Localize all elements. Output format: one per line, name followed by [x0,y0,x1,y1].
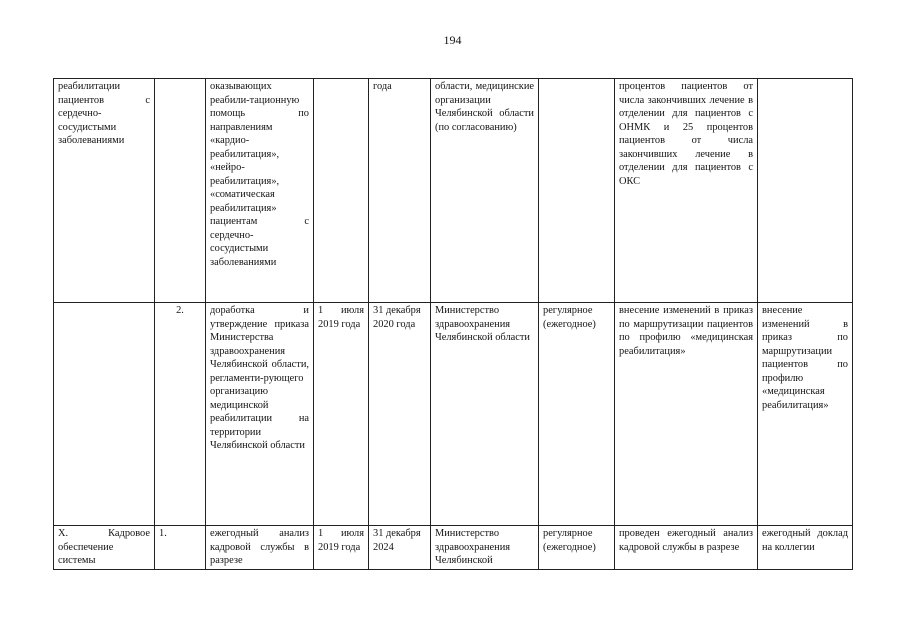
start-date-cell: 1 июля 2019 года [314,303,369,526]
control-cell [758,79,853,303]
end-date-cell: 31 декабря 2020 года [369,303,431,526]
section-cell [54,303,155,526]
section-cell: реабилитации пациентов с сердечно-сосудистыми заболеваниями [54,79,155,303]
table-row [54,303,853,526]
table-row [54,526,853,570]
type-cell [539,79,615,303]
responsible-cell: Министерство здравоохранения Челябинской области [431,303,539,526]
number-cell: 1. [155,526,206,570]
measures-table [53,78,853,570]
control-cell: внесение изменений в приказ по маршрутизации пациентов по профилю «медицинская реабилитация» [758,303,853,526]
control-cell: ежегодный доклад на коллегии [758,526,853,570]
result-cell: процентов пациентов от числа закончивших лечение в отделении для пациентов с ОНМК и 25 процентов пациентов от числа закончивших лечение в отделении для пациентов с ОКС [615,79,758,303]
responsible-cell: области, медицинские организации Челябинской области (по согласованию) [431,79,539,303]
start-date-cell: 1 июля 2019 года [314,526,369,570]
start-date-cell [314,79,369,303]
table-row [54,79,853,303]
result-cell: проведен ежегодный анализ кадровой службы в разрезе [615,526,758,570]
responsible-cell: Министерство здравоохранения Челябинской [431,526,539,570]
event-cell: оказывающих реабили-тационную помощь по направлениям «кардио-реабилитация», «нейро-реабилитация», «соматическая реабилитация» пациентам с сердечно-сосудистыми заболеваниями [206,79,314,303]
type-cell: регулярное (ежегодное) [539,303,615,526]
type-cell: регулярное (ежегодное) [539,526,615,570]
section-cell: X. Кадровое обеспечение системы [54,526,155,570]
page-number: 194 [443,33,462,47]
event-cell: доработка и утверждение приказа Министерства здравоохранения Челябинской области, регламенти-рующего организацию медицинской реабилитации на территории Челябинской области [206,303,314,526]
end-date-cell: года [369,79,431,303]
event-cell: ежегодный анализ кадровой службы в разрезе [206,526,314,570]
result-cell: внесение изменений в приказ по маршрутизации пациентов по профилю «медицинская реабилитация» [615,303,758,526]
number-cell [155,79,206,303]
number-cell: 2. [155,303,206,526]
end-date-cell: 31 декабря 2024 [369,526,431,570]
